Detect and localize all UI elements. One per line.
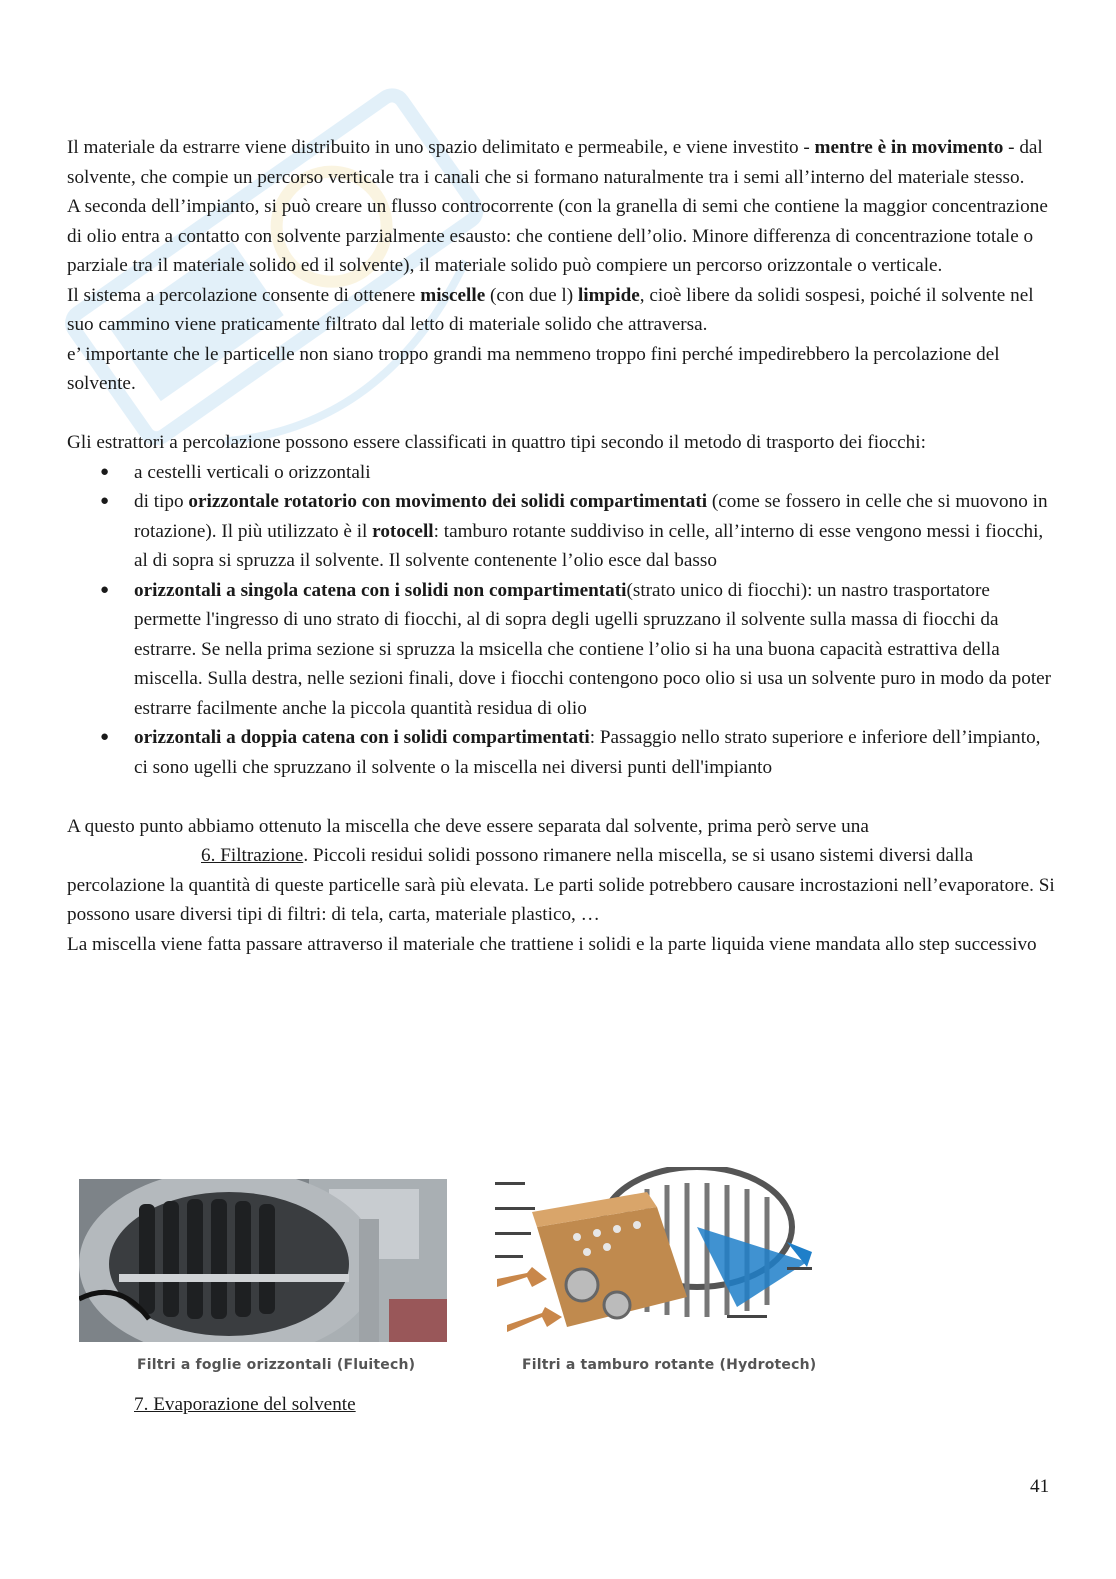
paragraph-limpid-miscella: Il sistema a percolazione consente di ottenere miscelle (con due l) limpide, cioè libere da solidi sospesi, poiché il solvente nel suo cammino viene praticamente filtrato dal letto di materiale solido che attraversa. <box>67 284 1034 335</box>
drum-filter-illustration <box>487 1167 830 1347</box>
list-item: ● orizzontali a doppia catena con i solidi compartimentati: Passaggio nello strato superiore e inferiore dell’impianto, ci sono ugelli che spruzzano il solvente o la miscella nei diversi punti dell'impianto <box>67 723 1057 782</box>
paragraph-filtration: 6. Filtrazione. Piccoli residui solidi possono rimanere nella miscella, se si usano sistemi diversi dalla percolazione la quantità di queste particelle sarà più elevata. Le parti solide potrebbero causare incrostazioni nell’evaporatore. Si possono usare diversi tipi di filtri: di tela, carta, materiale plastico, … <box>67 845 1055 925</box>
leaf-filter-photo <box>79 1179 447 1342</box>
list-item: ● di tipo orizzontale rotatorio con movimento dei solidi compartimentati (come se fossero in celle che si muovono in rotazione). Il più utilizzato è il rotocell: tamburo rotante suddiviso in celle, all’interno di esse vengono messi i fiocchi, al di sopra si spruzza il solvente. Il solvente contenente l’olio esce dal basso <box>67 487 1057 576</box>
paragraph-extractor-types: Gli estrattori a percolazione possono essere classificati in quattro tipi secondo il metodo di trasporto dei fiocchi: <box>67 432 926 453</box>
paragraph-percolation-intro: Il materiale da estrarre viene distribuito in uno spazio delimitato e permeabile, e viene investito - mentre è in movimento - dal solvente, che compie un percorso verticale tra i canali che si formano naturalmente tra i semi all’interno del materiale stesso. <box>67 137 1043 188</box>
filters-figure <box>67 1167 830 1387</box>
section-heading-evaporation: 7. Evaporazione del solvente <box>134 1394 356 1415</box>
list-item: ● orizzontali a singola catena con i solidi non compartimentati(strato unico di fiocchi): un nastro trasportatore permette l'ingresso di uno strato di fiocchi, al di sopra degli ugelli spruzzano il solvente sulla massa di fiocchi da estrarre. Se nella prima sezione si spruzza la msicella che contiene l’olio si ha una buona capacità estrattiva della miscella. Sulla destra, nelle sezioni finali, dove i fiocchi contengono poco olio si usa un solvente puro in modo da poter estrarre facilmente anche la piccola quantità residua di olio <box>67 576 1057 724</box>
document-body <box>67 133 1057 959</box>
caption-drum-filter: Filtri a tamburo rotante (Hydrotech) <box>522 1357 817 1373</box>
paragraph-particle-size: e’ importante che le particelle non siano troppo grandi ma nemmeno troppo fini perché impedirebbero la percolazione del solvente. <box>67 343 1000 394</box>
paragraph-separation: A questo punto abbiamo ottenuto la miscella che deve essere separata dal solvente, prima però serve una <box>67 815 869 837</box>
page-number: 41 <box>1030 1476 1050 1497</box>
paragraph-filtration-process: La miscella viene fatta passare attraverso il materiale che trattiene i solidi e la parte liquida viene mandata allo step successivo <box>67 933 1037 955</box>
section-heading-filtration: 6. Filtrazione <box>201 845 304 866</box>
extractor-type-list <box>67 458 1057 783</box>
paragraph-countercurrent: A seconda dell’impianto, si può creare un flusso controcorrente (con la granella di semi che contiene la maggior concentrazione di olio entra a contatto con solvente parzialmente esausto: che contiene dell’olio. Minore differenza di concentrazione totale o parziale tra il materiale solido ed il solvente), il materiale solido può compiere un percorso orizzontale o verticale. <box>67 196 1048 276</box>
caption-leaf-filter: Filtri a foglie orizzontali (Fluitech) <box>137 1357 416 1373</box>
list-item: ● a cestelli verticali o orizzontali <box>67 458 1057 488</box>
